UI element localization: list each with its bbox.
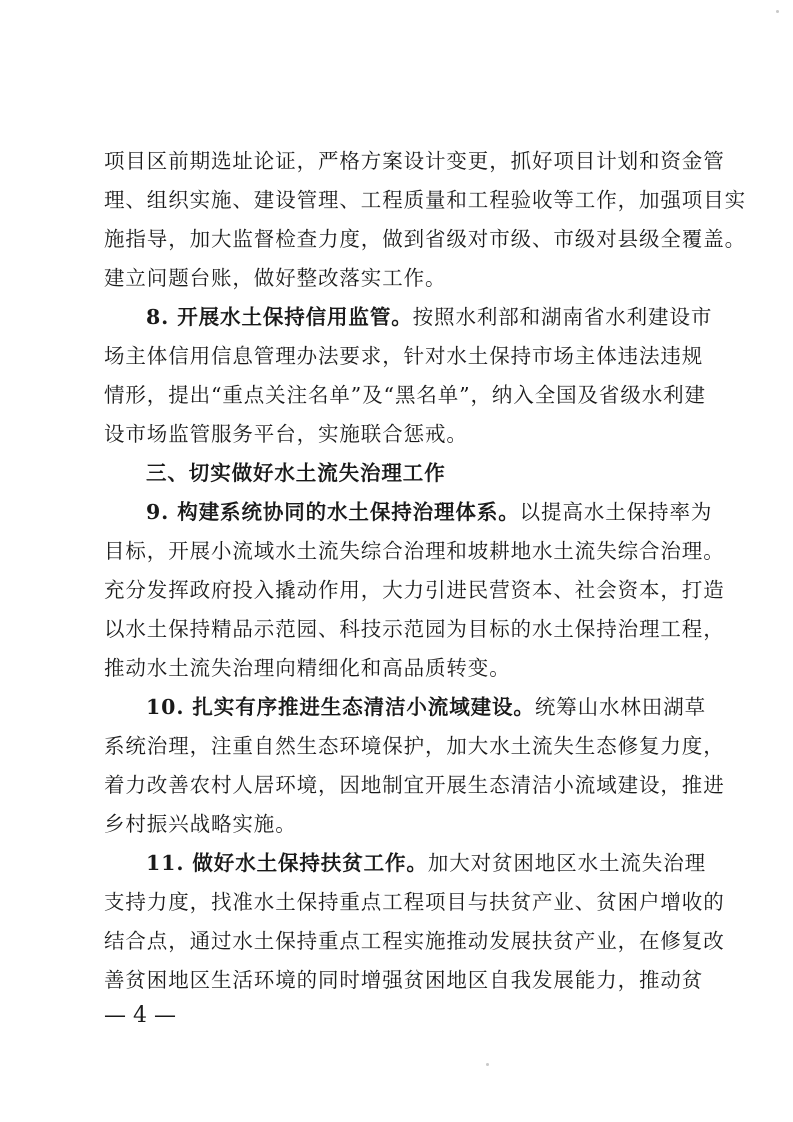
- item-11-heading: 11. 做好水土保持扶贫工作。: [146, 851, 428, 875]
- paragraph-4-line-4: 乡村振兴战略实施。: [104, 812, 297, 836]
- paragraph-2-line-3: 情形，提出“重点关注名单”及“黑名单”，纳入全国及省级水利建: [104, 383, 706, 407]
- paragraph-1-line-3: 施指导，加大监督检查力度，做到省级对市级、市级对县级全覆盖。: [104, 227, 746, 251]
- section-3-heading: 三、切实做好水土流失治理工作: [146, 461, 446, 485]
- item-8-heading: 8. 开展水土保持信用监管。: [146, 305, 413, 329]
- scan-speck: [486, 1063, 489, 1066]
- item-10-heading: 10. 扎实有序推进生态清洁小流域建设。: [146, 695, 535, 719]
- item-9-heading: 9. 构建系统协同的水土保持治理体系。: [146, 500, 520, 524]
- paragraph-1-line-4: 建立问题台账，做好整改落实工作。: [104, 266, 447, 290]
- scan-speck: [776, 10, 779, 13]
- item-8-text: 按照水利部和湖南省水利建设市: [412, 305, 713, 329]
- item-9-text: 以提高水土保持率为: [519, 500, 713, 524]
- paragraph-2-line-2: 场主体信用信息管理办法要求，针对水土保持市场主体违法违规: [104, 344, 704, 368]
- paragraph-3-line-2: 目标，开展小流域水土流失综合治理和坡耕地水土流失综合治理。: [104, 539, 725, 563]
- page-number: — 4 —: [104, 1003, 176, 1028]
- paragraph-3-line-4: 以水土保持精品示范园、科技示范园为目标的水土保持治理工程，: [104, 617, 725, 641]
- paragraph-2-line-4: 设市场监管服务平台，实施联合惩戒。: [104, 422, 468, 446]
- item-10-text: 统筹山水林田湖草: [534, 695, 707, 719]
- paragraph-5-line-1: [146, 851, 707, 875]
- paragraph-1-line-2: 理、组织实施、建设管理、工程质量和工程验收等工作，加强项目实: [104, 188, 746, 212]
- paragraph-3-line-5: 推动水土流失治理向精细化和高品质转变。: [104, 656, 511, 680]
- paragraph-2-line-1: [146, 305, 713, 329]
- paragraph-1-line-1: 项目区前期选址论证，严格方案设计变更，抓好项目计划和资金管: [104, 149, 725, 173]
- item-11-text: 加大对贫困地区水土流失治理: [427, 851, 707, 875]
- paragraph-4-line-3: 着力改善农村人居环境，因地制宜开展生态清洁小流域建设，推进: [104, 773, 725, 797]
- paragraph-4-line-2: 系统治理，注重自然生态环境保护，加大水土流失生态修复力度，: [104, 734, 725, 758]
- paragraph-5-line-3: 结合点，通过水土保持重点工程实施推动发展扶贫产业，在修复改: [104, 929, 725, 953]
- paragraph-3-line-1: [146, 500, 713, 524]
- paragraph-5-line-4: 善贫困地区生活环境的同时增强贫困地区自我发展能力，推动贫: [104, 968, 704, 992]
- paragraph-4-line-1: [146, 695, 707, 719]
- paragraph-3-line-3: 充分发挥政府投入撬动作用，大力引进民营资本、社会资本，打造: [104, 578, 725, 602]
- paragraph-5-line-2: 支持力度，找准水土保持重点工程项目与扶贫产业、贫困户增收的: [104, 890, 725, 914]
